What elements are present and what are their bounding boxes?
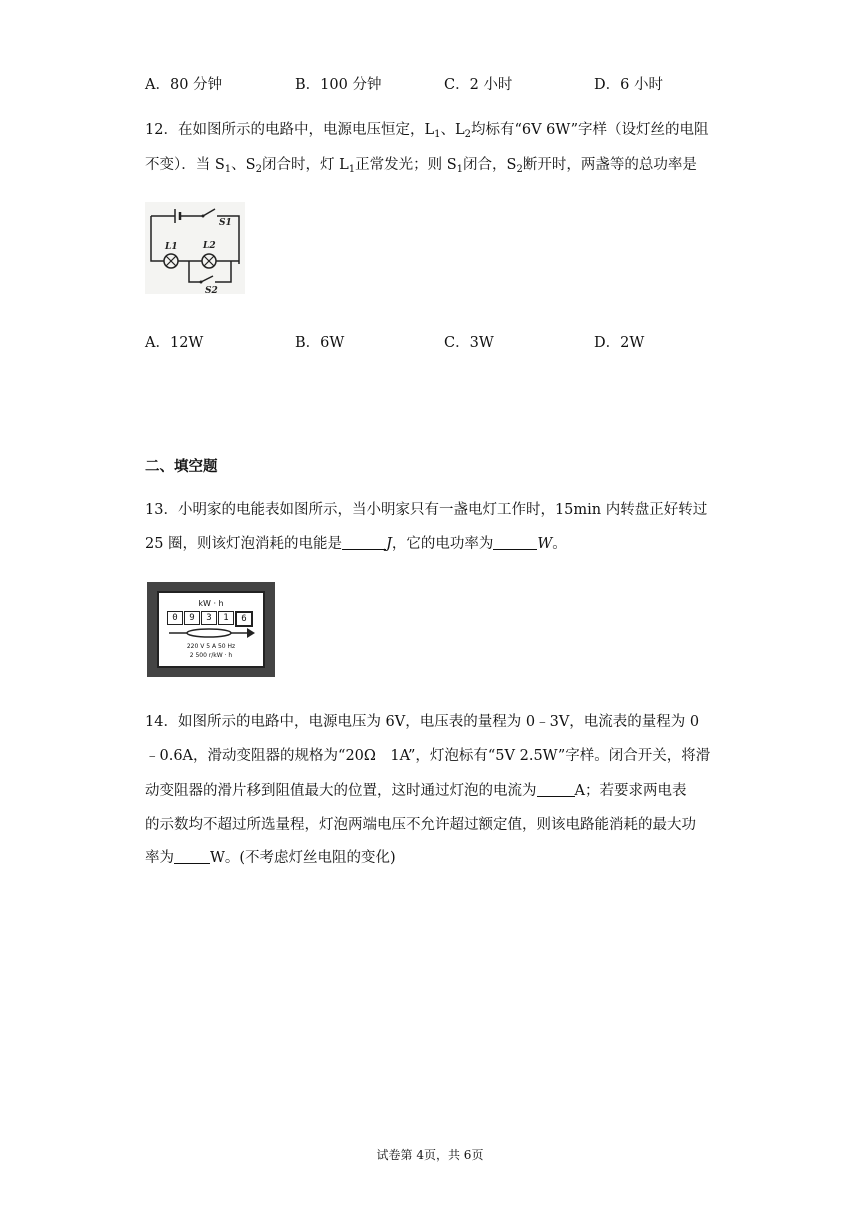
section-title: 二、填空题 <box>145 459 218 475</box>
q12-option-b: B．6W <box>295 335 345 351</box>
q12-option-a: A．12W <box>145 335 204 351</box>
q12-line-1: 12．在如图所示的电路中，电源电压恒定，$L_1$、$L_2$均标有“6V 6W”字样（设灯丝的电阻 <box>145 122 709 140</box>
q11-option-b: B．100 分钟 <box>295 77 382 93</box>
meter-digit: 9 <box>184 611 200 625</box>
meter-digit: 6 <box>235 611 253 627</box>
q11-option-a: A．80 分钟 <box>145 77 223 93</box>
answer-blank[interactable] <box>493 535 537 550</box>
meter-digit: 1 <box>218 611 234 625</box>
label-s1: S1 <box>219 218 232 228</box>
q14-line-5: 率为 W。(不考虑灯丝电阻的变化) <box>145 850 396 866</box>
q13-line-1: 13．小明家的电能表如图所示，当小明家只有一盏电灯工作时，15min 内转盘正好转过 <box>145 502 708 518</box>
q14-line-4: 的示数均不超过所选量程，灯泡两端电压不允许超过额定值，则该电路能消耗的最大功 <box>145 817 696 833</box>
answer-blank[interactable] <box>174 849 210 864</box>
q12-option-d: D．2W <box>594 335 645 351</box>
label-l1: L1 <box>165 242 178 252</box>
label-l2: L2 <box>203 241 216 251</box>
page-footer: 试卷第 4页，共 6页 <box>376 1148 484 1162</box>
q12-circuit-figure <box>145 202 245 294</box>
meter-unit: kW · h <box>198 599 224 608</box>
meter-spec-1: 220 V 5 A 50 Hz <box>186 643 236 650</box>
q14-line-1: 14．如图所示的电路中，电源电压为 6V，电压表的量程为 0﹣3V，电流表的量程为 0 <box>145 714 700 730</box>
q12-option-c: C．3W <box>444 335 494 351</box>
meter-digit: 0 <box>167 611 183 625</box>
meter-digit: 3 <box>201 611 217 625</box>
q12-line-2: 不变）．当 $S_1$、$S_2$闭合时，灯 $L_1$正常发光；则 $S_1$闭合，$S_2$断开时，两盏等的总功率是 <box>145 157 697 175</box>
meter-disc-arrow-icon <box>167 627 255 639</box>
q13-line-2: 25 圈，则该灯泡消耗的电能是 J，它的电功率为 W。 <box>145 536 567 552</box>
q14-line-2: ﹣0.6A，滑动变阻器的规格为“20Ω 1A”，灯泡标有“5V 2.5W”字样。闭合开关，将滑 <box>145 748 711 764</box>
meter-reading <box>167 611 254 627</box>
q11-option-c: C．2 小时 <box>444 77 513 93</box>
electric-meter-figure <box>147 582 275 677</box>
label-s2: S2 <box>205 286 218 294</box>
q11-option-d: D．6 小时 <box>594 77 663 93</box>
answer-blank[interactable] <box>342 535 386 550</box>
q14-line-3: 动变阻器的滑片移到阻值最大的位置，这时通过灯泡的电流为 A；若要求两电表 <box>145 783 687 799</box>
meter-face <box>157 591 265 668</box>
answer-blank[interactable] <box>537 782 575 797</box>
meter-spec-2: 2 500 r/kW · h <box>189 652 233 659</box>
